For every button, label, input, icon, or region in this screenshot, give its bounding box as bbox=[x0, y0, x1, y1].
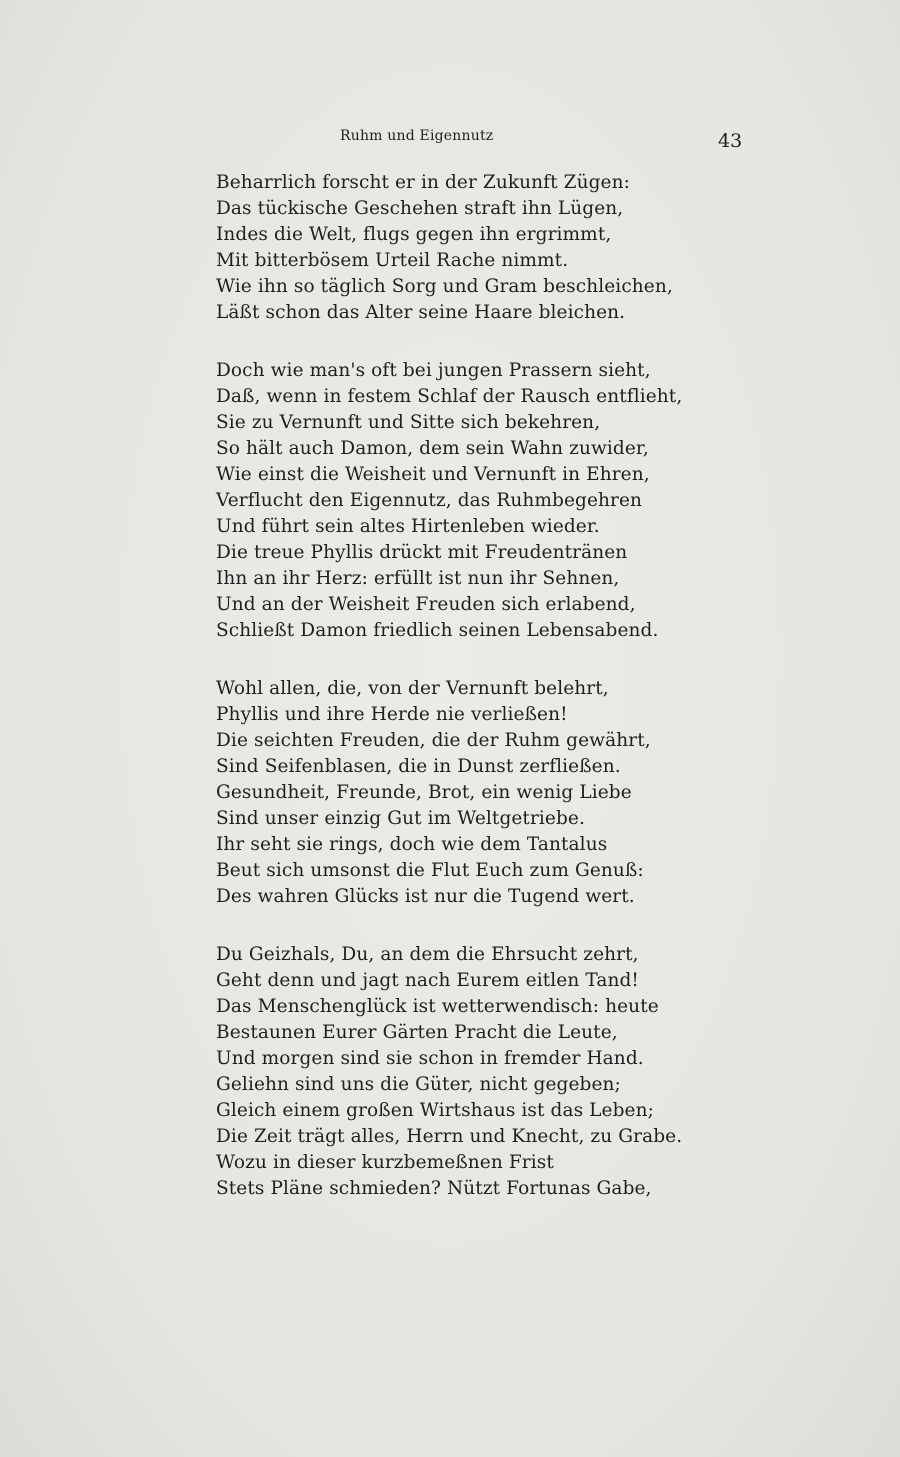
verse-line: Das Menschenglück ist wetterwendisch: heute bbox=[216, 996, 659, 1017]
verse-line: Das tückische Geschehen straft ihn Lügen, bbox=[216, 198, 624, 219]
verse-line: Die seichten Freuden, die der Ruhm gewährt, bbox=[216, 730, 651, 751]
verse-line: Und an der Weisheit Freuden sich erlabend, bbox=[216, 594, 636, 615]
verse-line: Mit bitterbösem Urteil Rache nimmt. bbox=[216, 250, 569, 271]
verse-line: Daß, wenn in festem Schlaf der Rausch entflieht, bbox=[216, 386, 683, 407]
poem-text bbox=[216, 170, 683, 1234]
verse-line: Die Zeit trägt alles, Herrn und Knecht, zu Grabe. bbox=[216, 1126, 683, 1147]
stanza-1 bbox=[216, 170, 673, 326]
verse-line: Ihr seht sie rings, doch wie dem Tantalus bbox=[216, 834, 608, 855]
verse-line: Und führt sein altes Hirtenleben wieder. bbox=[216, 516, 600, 537]
verse-line: Wozu in dieser kurzbemeßnen Frist bbox=[216, 1152, 554, 1173]
verse-line: Wohl allen, die, von der Vernunft belehrt, bbox=[216, 678, 609, 699]
verse-line: So hält auch Damon, dem sein Wahn zuwider, bbox=[216, 438, 649, 459]
verse-line: Läßt schon das Alter seine Haare bleichen. bbox=[216, 302, 626, 323]
verse-line: Schließt Damon friedlich seinen Lebensabend. bbox=[216, 620, 659, 641]
stanza-4 bbox=[216, 942, 683, 1202]
verse-line: Sie zu Vernunft und Sitte sich bekehren, bbox=[216, 412, 601, 433]
stanza-2 bbox=[216, 358, 683, 644]
verse-line: Du Geizhals, Du, an dem die Ehrsucht zehrt, bbox=[216, 944, 639, 965]
verse-line: Bestaunen Eurer Gärten Pracht die Leute, bbox=[216, 1022, 618, 1043]
verse-line: Sind Seifenblasen, die in Dunst zerfließen. bbox=[216, 756, 621, 777]
verse-line: Verflucht den Eigennutz, das Ruhmbegehren bbox=[216, 490, 643, 511]
verse-line: Die treue Phyllis drückt mit Freudentränen bbox=[216, 542, 628, 563]
verse-line: Phyllis und ihre Herde nie verließen! bbox=[216, 704, 568, 725]
verse-line: Wie einst die Weisheit und Vernunft in Ehren, bbox=[216, 464, 650, 485]
verse-line: Indes die Welt, flugs gegen ihn ergrimmt, bbox=[216, 224, 612, 245]
verse-line: Doch wie man's oft bei jungen Prassern sieht, bbox=[216, 360, 651, 381]
verse-line: Geht denn und jagt nach Eurem eitlen Tand! bbox=[216, 970, 639, 991]
verse-line: Gleich einem großen Wirtshaus ist das Leben; bbox=[216, 1100, 654, 1121]
verse-line: Beharrlich forscht er in der Zukunft Zügen: bbox=[216, 172, 630, 193]
verse-line: Ihn an ihr Herz: erfüllt ist nun ihr Sehnen, bbox=[216, 568, 620, 589]
verse-line: Geliehn sind uns die Güter, nicht gegeben; bbox=[216, 1074, 621, 1095]
verse-line: Des wahren Glücks ist nur die Tugend wert. bbox=[216, 886, 635, 907]
page-number: 43 bbox=[718, 130, 743, 152]
verse-line: Wie ihn so täglich Sorg und Gram beschleichen, bbox=[216, 276, 673, 297]
verse-line: Sind unser einzig Gut im Weltgetriebe. bbox=[216, 808, 585, 829]
verse-line: Und morgen sind sie schon in fremder Hand. bbox=[216, 1048, 644, 1069]
verse-line: Stets Pläne schmieden? Nützt Fortunas Gabe, bbox=[216, 1178, 652, 1199]
stanza-3 bbox=[216, 676, 656, 910]
running-title: Ruhm und Eigennutz bbox=[340, 128, 494, 144]
verse-line: Gesundheit, Freunde, Brot, ein wenig Liebe bbox=[216, 782, 632, 803]
verse-line: Beut sich umsonst die Flut Euch zum Genuß: bbox=[216, 860, 644, 881]
